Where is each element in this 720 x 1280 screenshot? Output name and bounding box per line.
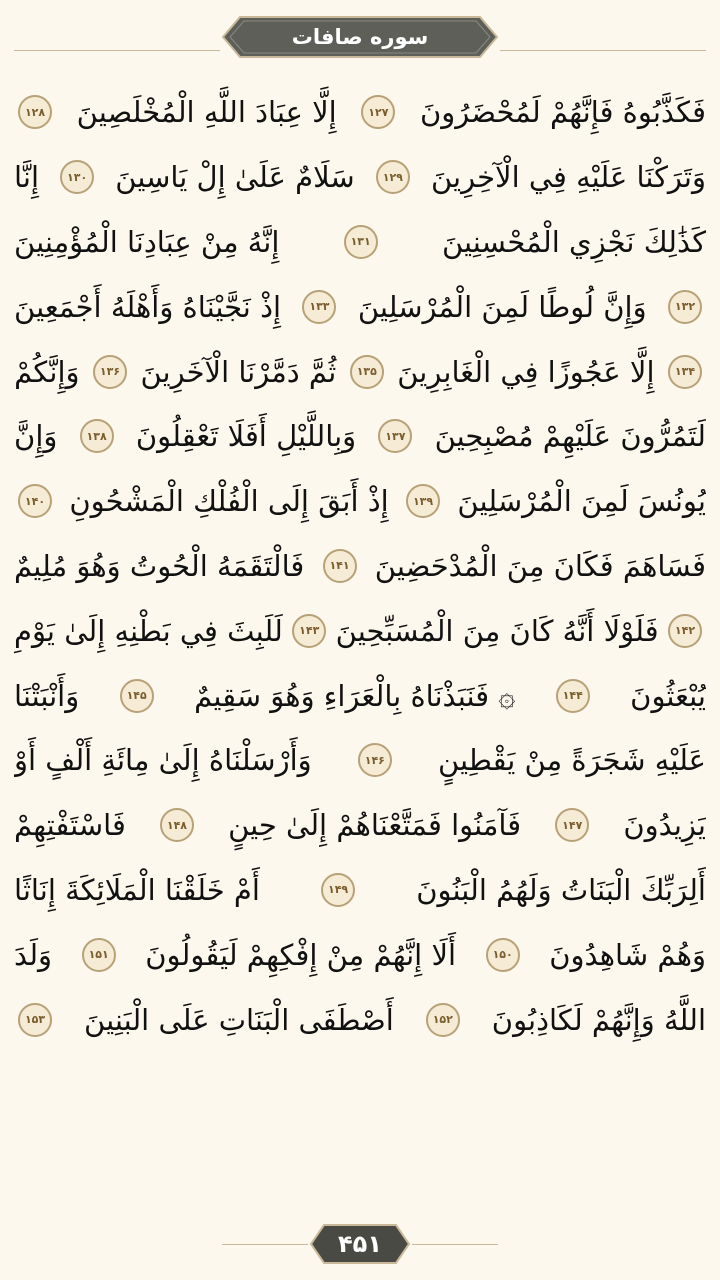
surah-header <box>220 14 500 60</box>
verse-text: عَلَيْهِ شَجَرَةً مِنْ يَقْطِينٍ <box>437 743 706 778</box>
ayah-number: ۱۴۲ <box>674 624 696 638</box>
ayah-number: ۱۳۳ <box>309 300 330 314</box>
ayah-number-marker <box>18 484 52 518</box>
verse-text: إِذْ نَجَّيْنَاهُ وَأَهْلَهُ أَجْمَعِينَ <box>14 289 282 324</box>
text-line <box>14 339 706 404</box>
verse-text: إِذْ أَبَقَ إِلَى الْفُلْكِ الْمَشْحُونِ <box>69 484 389 519</box>
verse-text: وَإِنَّكُمْ <box>14 354 80 389</box>
text-line <box>14 210 706 275</box>
ayah-number: ۱۳۱ <box>350 235 371 249</box>
ayah-number: ۱۴۷ <box>562 818 583 832</box>
ayah-number: ۱۵۳ <box>24 1013 46 1027</box>
verse-text: إِنَّا <box>14 160 39 195</box>
ayah-number: ۱۲۸ <box>24 105 46 119</box>
footer-rule-right <box>412 1244 498 1245</box>
ayah-number-marker <box>18 95 52 129</box>
page-number: ۴۵۱ <box>338 1230 382 1258</box>
ayah-number: ۱۴۹ <box>328 883 349 897</box>
verse-text: ثُمَّ دَمَّرْنَا الْآخَرِينَ <box>140 354 337 389</box>
verse-text: أَصْطَفَى الْبَنَاتِ عَلَى الْبَنِينَ <box>84 1002 394 1037</box>
ayah-number-marker <box>292 614 326 648</box>
verse-text: وَبِاللَّيْلِ أَفَلَا تَعْقِلُونَ <box>135 419 357 454</box>
verse-text: وَهُمْ شَاهِدُونَ <box>549 937 706 972</box>
ayah-number-marker <box>376 160 410 194</box>
ayah-number-marker <box>93 355 127 389</box>
verse-text: ۞ فَنَبَذْنَاهُ بِالْعَرَاءِ وَهُوَ سَقِيمٌ <box>194 678 516 713</box>
ayah-number-marker <box>60 160 94 194</box>
verse-text: وَأَرْسَلْنَاهُ إِلَىٰ مِائَةِ أَلْفٍ أَوْ <box>14 743 312 778</box>
text-line <box>14 80 706 145</box>
verse-text: إِلَّا عَجُوزًا فِي الْغَابِرِينَ <box>397 354 655 389</box>
header-rule-left <box>14 50 220 51</box>
ayah-number-marker <box>350 355 384 389</box>
text-line <box>14 274 706 339</box>
text-line <box>14 987 706 1052</box>
ayah-number-marker <box>486 938 520 972</box>
ayah-number: ۱۴۱ <box>329 559 350 573</box>
ayah-number-marker <box>361 95 395 129</box>
ayah-number: ۱۳۸ <box>86 429 107 443</box>
verse-text: يُبْعَثُونَ <box>630 678 706 713</box>
ayah-number-marker <box>668 355 702 389</box>
ayah-number: ۱۳۵ <box>356 365 377 379</box>
verse-text: وَإِنَّ لُوطًا لَمِنَ الْمُرْسَلِينَ <box>357 289 647 324</box>
ayah-number: ۱۵۲ <box>432 1013 453 1027</box>
verse-text: وَتَرَكْنَا عَلَيْهِ فِي الْآخِرِينَ <box>430 160 706 195</box>
verse-text: فَسَاهَمَ فَكَانَ مِنَ الْمُدْحَضِينَ <box>374 548 706 583</box>
verse-text: يُونُسَ لَمِنَ الْمُرْسَلِينَ <box>457 484 706 519</box>
ayah-number-marker <box>358 743 392 777</box>
ayah-number-marker <box>302 290 336 324</box>
verse-text: اللَّهُ وَإِنَّهُمْ لَكَاذِبُونَ <box>491 1002 706 1037</box>
text-line <box>14 858 706 923</box>
text-line <box>14 145 706 210</box>
verse-text: فَلَوْلَا أَنَّهُ كَانَ مِنَ الْمُسَبِّحِينَ <box>335 613 659 648</box>
ayah-number: ۱۴۵ <box>126 689 147 703</box>
text-line <box>14 663 706 728</box>
verse-text: أَلَا إِنَّهُمْ مِنْ إِفْكِهِمْ لَيَقُولُونَ <box>145 937 457 972</box>
ayah-number: ۱۵۰ <box>492 948 513 962</box>
verse-text: سَلَامٌ عَلَىٰ إِلْ يَاسِينَ <box>115 160 355 195</box>
ayah-number: ۱۴۸ <box>166 818 188 832</box>
text-line <box>14 469 706 534</box>
ayah-number-marker <box>82 938 116 972</box>
ayah-number: ۱۴۶ <box>364 753 385 767</box>
verse-text: وَأَنْبَتْنَا <box>14 678 80 713</box>
ayah-number: ۱۳۲ <box>674 300 696 314</box>
ayah-number-marker <box>120 679 154 713</box>
text-line <box>14 598 706 663</box>
verse-text: أَمْ خَلَقْنَا الْمَلَائِكَةَ إِنَاثًا <box>14 872 260 907</box>
ayah-number-marker <box>668 290 702 324</box>
footer-rule-left <box>222 1244 308 1245</box>
text-line <box>14 728 706 793</box>
verse-text: يَزِيدُونَ <box>623 808 706 843</box>
ayah-number-marker <box>378 419 412 453</box>
text-line <box>14 793 706 858</box>
text-line <box>14 922 706 987</box>
ayah-number: ۱۳۰ <box>67 170 88 184</box>
ayah-number-marker <box>426 1003 460 1037</box>
ayah-number-marker <box>160 808 194 842</box>
ayah-number: ۱۲۷ <box>368 105 389 119</box>
ayah-number: ۱۳۹ <box>412 494 434 508</box>
ayah-number-marker <box>80 419 114 453</box>
ayah-number: ۱۴۴ <box>562 689 583 703</box>
ayah-number: ۱۴۳ <box>299 624 320 638</box>
ayah-number: ۱۴۰ <box>24 494 46 508</box>
quran-page-text <box>14 80 706 1052</box>
ayah-number: ۱۵۱ <box>88 948 109 962</box>
verse-text: لَلَبِثَ فِي بَطْنِهِ إِلَىٰ يَوْمِ <box>14 613 283 648</box>
ayah-number-marker <box>344 225 378 259</box>
ayah-number-marker <box>668 614 702 648</box>
verse-text: وَإِنَّ <box>14 419 58 454</box>
verse-text: فَاسْتَفْتِهِمْ <box>14 808 126 843</box>
ayah-number-marker <box>556 679 590 713</box>
ayah-number: ۱۳۶ <box>99 365 121 379</box>
verse-text: إِلَّا عِبَادَ اللَّهِ الْمُخْلَصِينَ <box>76 95 337 130</box>
ayah-number: ۱۲۹ <box>382 170 403 184</box>
ayah-number-marker <box>555 808 589 842</box>
verse-text: إِنَّهُ مِنْ عِبَادِنَا الْمُؤْمِنِينَ <box>14 224 280 259</box>
surah-title: سوره صافات <box>291 25 429 49</box>
ayah-number: ۱۳۷ <box>385 429 406 443</box>
verse-text: فَآمَنُوا فَمَتَّعْنَاهُمْ إِلَىٰ حِينٍ <box>228 808 522 843</box>
verse-text: كَذَٰلِكَ نَجْزِي الْمُحْسِنِينَ <box>441 224 706 259</box>
ayah-number-marker <box>18 1003 52 1037</box>
ayah-number-marker <box>406 484 440 518</box>
text-line <box>14 404 706 469</box>
page-number-badge <box>308 1222 412 1266</box>
ayah-number-marker <box>321 873 355 907</box>
ayah-number-marker <box>323 549 357 583</box>
verse-text: أَلِرَبِّكَ الْبَنَاتُ وَلَهُمُ الْبَنُونَ <box>416 872 706 907</box>
verse-text: فَكَذَّبُوهُ فَإِنَّهُمْ لَمُحْضَرُونَ <box>420 95 706 130</box>
verse-text: فَالْتَقَمَهُ الْحُوتُ وَهُوَ مُلِيمٌ <box>14 548 305 583</box>
text-line <box>14 534 706 599</box>
verse-text: وَلَدَ <box>14 937 53 972</box>
verse-text: لَتَمُرُّونَ عَلَيْهِمْ مُصْبِحِينَ <box>434 419 706 454</box>
header-rule-right <box>500 50 706 51</box>
ayah-number: ۱۳۴ <box>674 365 696 379</box>
